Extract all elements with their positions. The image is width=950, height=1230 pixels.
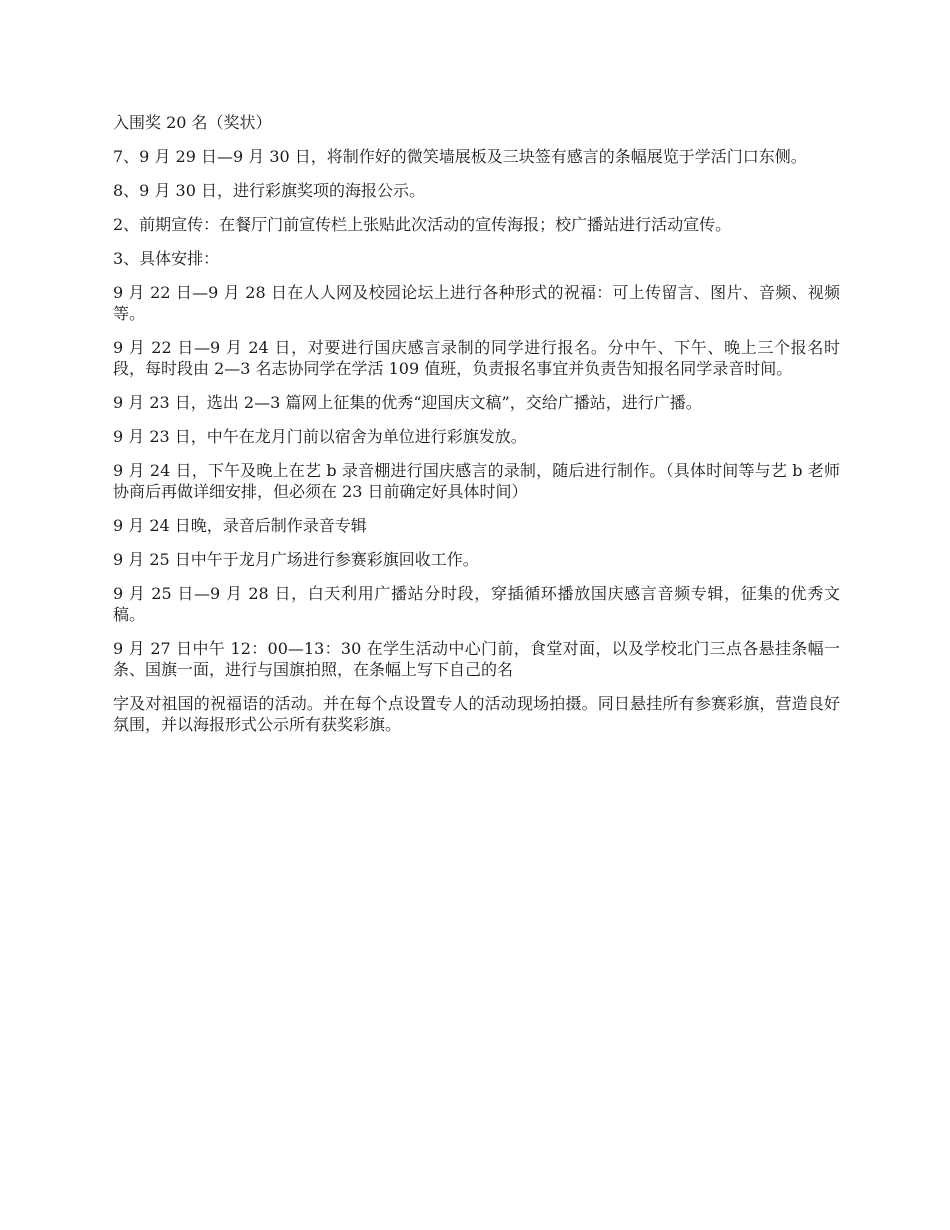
paragraph-schedule-0922-0928: 9 月 22 日—9 月 28 日在人人网及校园论坛上进行各种形式的祝福：可上传留言、图片、音频、视频等。 [113, 283, 840, 323]
paragraph-schedule-0922-0924: 9 月 22 日—9 月 24 日，对要进行国庆感言录制的同学进行报名。分中午、下午、晚上三个报名时段，每时段由 2—3 名志协同学在学活 109 值班，负责报名事宜并负责告知报名同学录音时间。 [113, 338, 840, 378]
paragraph-schedule-0923-flags: 9 月 23 日，中午在龙月门前以宿舍为单位进行彩旗发放。 [113, 427, 527, 446]
document-body [113, 112, 840, 748]
paragraph-publicity: 2、前期宣传：在餐厅门前宣传栏上张贴此次活动的宣传海报；校广播站进行活动宣传。 [113, 215, 732, 234]
paragraph-item-7: 7、9 月 29 日—9 月 30 日，将制作好的微笑墙展板及三块签有感言的条幅展览于学活门口东侧。 [113, 147, 807, 166]
paragraph-item-8: 8、9 月 30 日，进行彩旗奖项的海报公示。 [113, 181, 425, 200]
paragraph-schedule-0924-recording: 9 月 24 日，下午及晚上在艺 b 录音棚进行国庆感言的录制，随后进行制作。（具体时间等与艺 b 老师协商后再做详细安排，但必须在 23 日前确定好具体时间） [113, 461, 840, 501]
paragraph-award: 入围奖 20 名（奖状） [113, 113, 272, 132]
paragraph-schedule-0925-0928: 9 月 25 日—9 月 28 日，白天利用广播站分时段，穿插循环播放国庆感言音频专辑，征集的优秀文稿。 [113, 584, 840, 624]
paragraph-schedule-0924-evening: 9 月 24 日晚，录音后制作录音专辑 [113, 516, 367, 535]
paragraph-schedule-0923-broadcast: 9 月 23 日，选出 2—3 篇网上征集的优秀“迎国庆文稿”，交给广播站，进行广播。 [113, 393, 702, 412]
paragraph-schedule-0927-continued: 字及对祖国的祝福语的活动。并在每个点设置专人的活动现场拍摄。同日悬挂所有参赛彩旗，营造良好氛围，并以海报形式公示所有获奖彩旗。 [113, 694, 840, 734]
paragraph-schedule-0927: 9 月 27 日中午 12：00—13：30 在学生活动中心门前，食堂对面，以及学校北门三点各悬挂条幅一条、国旗一面，进行与国旗拍照，在条幅上写下自己的名 [113, 639, 840, 679]
paragraph-schedule-heading: 3、具体安排： [113, 249, 220, 268]
paragraph-schedule-0925-collect: 9 月 25 日中午于龙月广场进行参赛彩旗回收工作。 [113, 550, 479, 569]
